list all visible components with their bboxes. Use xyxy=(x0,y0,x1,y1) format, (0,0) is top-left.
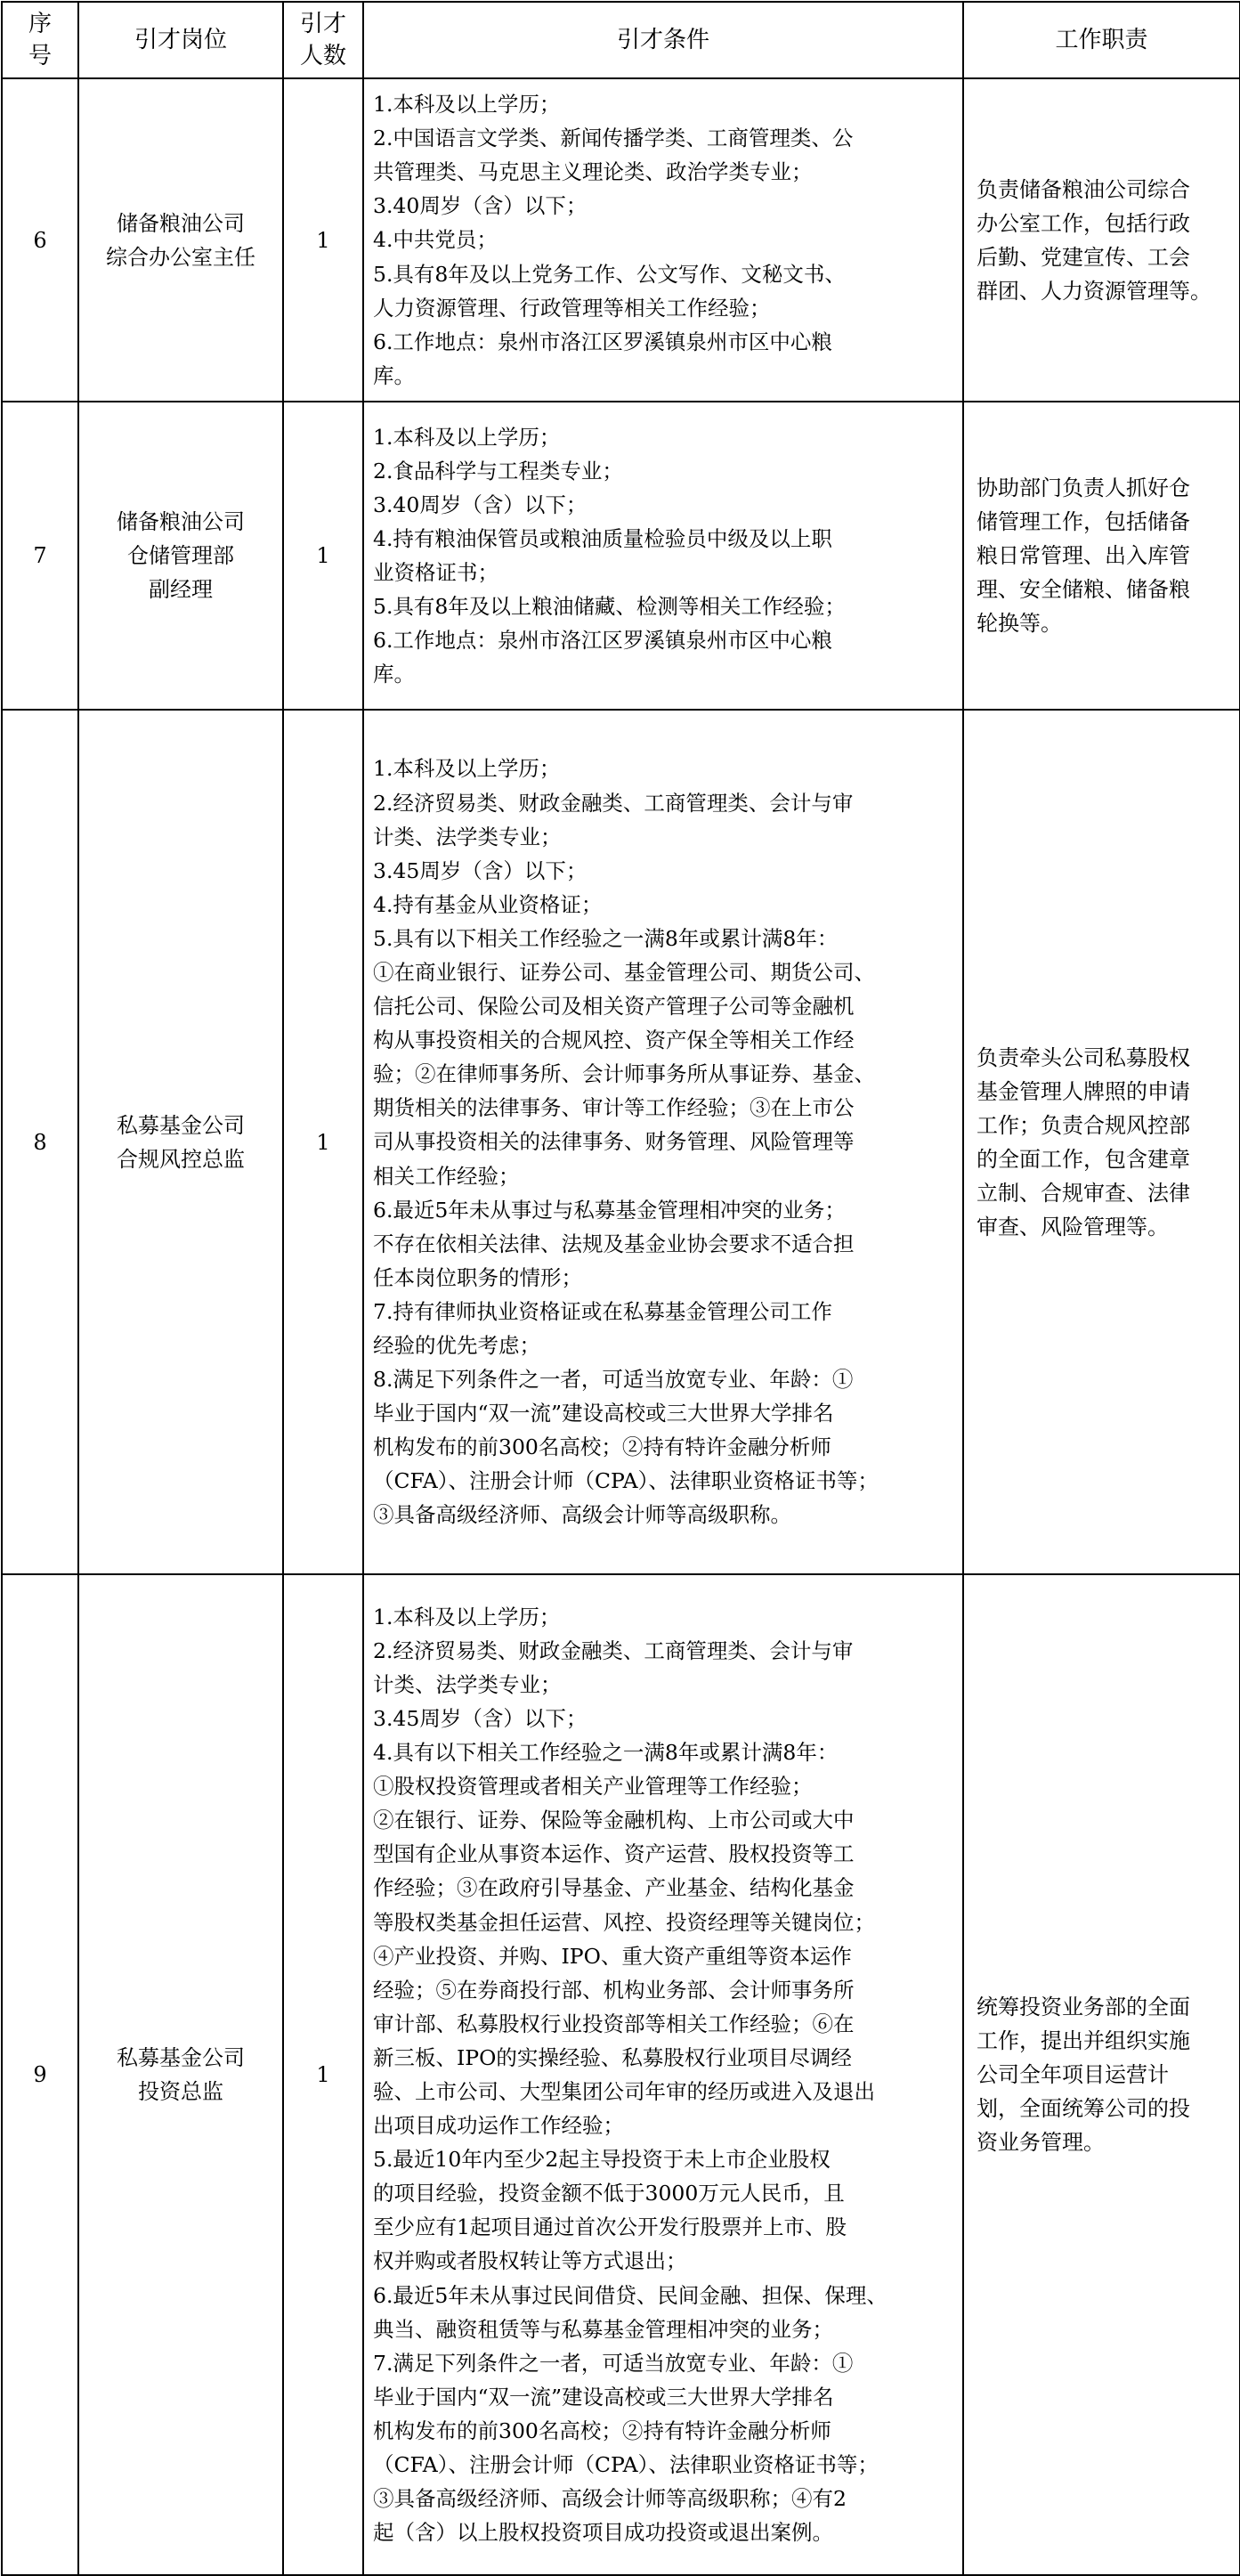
text-line: 共管理类、马克思主义理论类、政治学类专业； xyxy=(373,159,813,185)
text-line: 库。 xyxy=(373,362,415,388)
text-line: 轮换等。 xyxy=(977,611,1062,636)
cell-position xyxy=(78,402,283,710)
header-seq: 序 号 xyxy=(2,2,78,78)
text-line: 5.具有8年及以上党务工作、公文写作、文秘文书、 xyxy=(373,261,846,287)
cell-conditions xyxy=(363,78,963,402)
cell-conditions xyxy=(363,710,963,1574)
text-line: 审计部、私募股权行业投资部等相关工作经验；⑥在 xyxy=(373,2011,855,2036)
cell-position xyxy=(78,710,283,1574)
text-line: 2.中国语言文学类、新闻传播学类、工商管理类、公 xyxy=(373,126,854,151)
text-line: 仓储管理部 xyxy=(127,543,234,568)
text-line: 资业务管理。 xyxy=(977,2130,1105,2155)
text-line: 的项目经验，投资金额不低于3000万元人民币，且 xyxy=(373,2181,845,2206)
text-line: 4.持有粮油保管员或粮油质量检验员中级及以上职 xyxy=(373,525,832,551)
text-line: 3.45周岁（含）以下； xyxy=(373,857,588,883)
text-line: 司从事投资相关的法律事务、财务管理、风险管理等 xyxy=(373,1129,855,1155)
text-line: 人力资源管理、行政管理等相关工作经验； xyxy=(373,295,771,321)
header-count: 引才 人数 xyxy=(283,2,363,78)
text-line: 构从事投资相关的合规风控、资产保全等相关工作经 xyxy=(373,1028,855,1053)
text-line: 经验的优先考虑； xyxy=(373,1333,540,1359)
text-line: ④产业投资、并购、IPO、重大资产重组等资本运作 xyxy=(373,1943,852,1969)
text-line: 3.40周岁（含）以下； xyxy=(373,492,588,517)
cell-count: 1 xyxy=(283,402,363,710)
text-line: 基金管理人牌照的申请 xyxy=(977,1078,1190,1104)
text-line: 私募基金公司 xyxy=(117,2045,245,2070)
cell-count: 1 xyxy=(283,78,363,402)
cell-seq: 8 xyxy=(2,710,78,1574)
text-line: 2.经济贸易类、财政金融类、工商管理类、会计与审 xyxy=(373,790,854,816)
cell-duties xyxy=(963,78,1240,402)
text-line: ③具备高级经济师、高级会计师等高级职称；④有2 xyxy=(373,2486,847,2512)
text-line: 期货相关的法律事务、审计等工作经验；③在上市公 xyxy=(373,1095,855,1121)
text-line: 计类、法学类专业； xyxy=(373,824,562,849)
text-line: （CFA）、注册会计师（CPA）、法律职业资格证书等； xyxy=(373,1468,879,1494)
text-line: 起（含）以上股权投资项目成功投资或退出案例。 xyxy=(373,2520,833,2546)
header-row xyxy=(2,2,1240,78)
text-line: 典当、融资租赁等与私募基金管理相冲突的业务； xyxy=(373,2316,833,2342)
text-line: （CFA）、注册会计师（CPA）、法律职业资格证书等； xyxy=(373,2452,879,2478)
text-line: 划，全面统筹公司的投 xyxy=(977,2096,1190,2121)
text-line: ①股权投资管理或者相关产业管理等工作经验； xyxy=(373,1774,813,1800)
text-line: 型国有企业从事资本运作、资产运营、股权投资等工 xyxy=(373,1841,855,1867)
text-line: 投资总监 xyxy=(138,2079,223,2104)
cell-seq: 7 xyxy=(2,402,78,710)
text-line: 验、上市公司、大型集团公司年审的经历或进入及退出 xyxy=(373,2079,875,2104)
table-row xyxy=(2,402,1240,710)
text-line: 任本岗位职务的情形； xyxy=(373,1264,582,1290)
text-line: 公司全年项目运营计 xyxy=(977,2062,1169,2087)
text-line: 相关工作经验； xyxy=(373,1163,520,1189)
text-line: 6.工作地点：泉州市洛江区罗溪镇泉州市区中心粮 xyxy=(373,628,832,654)
text-line: 储备粮油公司 xyxy=(117,509,245,534)
text-line: 后勤、党建宣传、工会 xyxy=(977,244,1190,270)
text-line: 群团、人力资源管理等。 xyxy=(977,278,1212,304)
text-line: 4.持有基金从业资格证； xyxy=(373,891,603,917)
text-line: 6.工作地点：泉州市洛江区罗溪镇泉州市区中心粮 xyxy=(373,329,832,354)
text-line: 业资格证书； xyxy=(373,560,498,585)
text-line: 粮日常管理、出入库管 xyxy=(977,543,1190,568)
text-line: 至少应有1起项目通过首次公开发行股票并上市、股 xyxy=(373,2214,847,2240)
text-line: 工作，提出并组织实施 xyxy=(977,2028,1190,2053)
table-row xyxy=(2,1574,1240,2575)
text-line: 毕业于国内“双一流”建设高校或三大世界大学排名 xyxy=(373,1401,834,1426)
text-line: 信托公司、保险公司及相关资产管理子公司等金融机 xyxy=(373,994,855,1020)
table-row xyxy=(2,78,1240,402)
cell-count: 1 xyxy=(283,1574,363,2575)
cell-position xyxy=(78,78,283,402)
text-line: 负责储备粮油公司综合 xyxy=(977,176,1190,202)
text-line: 等股权类基金担任运营、风控、投资经理等关键岗位； xyxy=(373,1909,875,1935)
text-line: 储管理工作，包括储备 xyxy=(977,509,1190,534)
text-line: 不存在依相关法律、法规及基金业协会要求不适合担 xyxy=(373,1231,855,1256)
cell-seq: 6 xyxy=(2,78,78,402)
text-line: ①在商业银行、证券公司、基金管理公司、期货公司、 xyxy=(373,959,875,985)
cell-conditions xyxy=(363,402,963,710)
text-line: 4.中共党员； xyxy=(373,227,498,253)
text-line: 统筹投资业务部的全面 xyxy=(977,1995,1190,2019)
cell-duties xyxy=(963,710,1240,1574)
text-line: 7.满足下列条件之一者，可适当放宽专业、年龄：① xyxy=(373,2350,854,2376)
text-line: 5.具有以下相关工作经验之一满8年或累计满8年： xyxy=(373,925,839,951)
text-line: 3.45周岁（含）以下； xyxy=(373,1705,588,1731)
text-line: 协助部门负责人抓好仓 xyxy=(977,475,1190,500)
cell-count: 1 xyxy=(283,710,363,1574)
text-line: ③具备高级经济师、高级会计师等高级职称。 xyxy=(373,1502,791,1528)
text-line: 合规风控总监 xyxy=(117,1146,245,1172)
text-line: 储备粮油公司 xyxy=(117,210,245,236)
table-row xyxy=(2,710,1240,1574)
cell-position xyxy=(78,1574,283,2575)
text-line: 2.食品科学与工程类专业； xyxy=(373,458,623,484)
header-position: 引才岗位 xyxy=(78,2,283,78)
text-line: 机构发布的前300名高校；②持有特许金融分析师 xyxy=(373,2418,831,2443)
text-line: 经验；⑤在券商投行部、机构业务部、会计师事务所 xyxy=(373,1977,855,2003)
text-line: 1.本科及以上学历； xyxy=(373,424,561,450)
text-line: 综合办公室主任 xyxy=(106,244,255,270)
text-line: 办公室工作，包括行政 xyxy=(977,210,1190,236)
text-line: 1.本科及以上学历； xyxy=(373,1604,561,1629)
cell-duties xyxy=(963,1574,1240,2575)
cell-conditions xyxy=(363,1574,963,2575)
text-line: 计类、法学类专业； xyxy=(373,1671,562,1697)
text-line: 验；②在律师事务所、会计师事务所从事证券、基金、 xyxy=(373,1061,875,1087)
text-line: 出项目成功运作工作经验； xyxy=(373,2113,624,2139)
text-line: 毕业于国内“双一流”建设高校或三大世界大学排名 xyxy=(373,2384,834,2409)
text-line: 权并购或者股权转让等方式退出； xyxy=(373,2248,687,2274)
text-line: 机构发布的前300名高校；②持有特许金融分析师 xyxy=(373,1434,831,1460)
text-line: 的全面工作，包含建章 xyxy=(977,1146,1190,1172)
text-line: 库。 xyxy=(373,662,415,687)
header-duties: 工作职责 xyxy=(963,2,1240,78)
text-line: 2.经济贸易类、财政金融类、工商管理类、会计与审 xyxy=(373,1637,854,1663)
text-line: 立制、合规审查、法律 xyxy=(977,1180,1190,1206)
text-line: ②在银行、证券、保险等金融机构、上市公司或大中 xyxy=(373,1808,855,1833)
text-line: 副经理 xyxy=(149,577,213,602)
text-line: 负责牵头公司私募股权 xyxy=(977,1044,1190,1070)
text-line: 1.本科及以上学历； xyxy=(373,756,561,782)
text-line: 8.满足下列条件之一者，可适当放宽专业、年龄：① xyxy=(373,1367,854,1393)
text-line: 私募基金公司 xyxy=(117,1112,245,1138)
text-line: 5.最近10年内至少2起主导投资于未上市企业股权 xyxy=(373,2147,831,2173)
text-line: 3.40周岁（含）以下； xyxy=(373,193,588,219)
text-line: 工作；负责合规风控部 xyxy=(977,1112,1190,1138)
text-line: 作经验；③在政府引导基金、产业基金、结构化基金 xyxy=(373,1875,855,1901)
recruitment-table xyxy=(1,1,1240,2576)
text-line: 6.最近5年未从事过与私募基金管理相冲突的业务； xyxy=(373,1197,846,1223)
text-line: 7.持有律师执业资格证或在私募基金管理公司工作 xyxy=(373,1298,832,1324)
text-line: 新三板、IPO的实操经验、私募股权行业项目尽调经 xyxy=(373,2044,852,2070)
text-line: 6.最近5年未从事过民间借贷、民间金融、担保、保理、 xyxy=(373,2282,887,2308)
cell-duties xyxy=(963,402,1240,710)
text-line: 理、安全储粮、储备粮 xyxy=(977,577,1190,602)
cell-seq: 9 xyxy=(2,1574,78,2575)
text-line: 1.本科及以上学历； xyxy=(373,92,561,118)
header-conditions: 引才条件 xyxy=(363,2,963,78)
text-line: 审查、风险管理等。 xyxy=(977,1214,1169,1239)
text-line: 4.具有以下相关工作经验之一满8年或累计满8年： xyxy=(373,1740,839,1766)
text-line: 5.具有8年及以上粮油储藏、检测等相关工作经验； xyxy=(373,594,846,620)
